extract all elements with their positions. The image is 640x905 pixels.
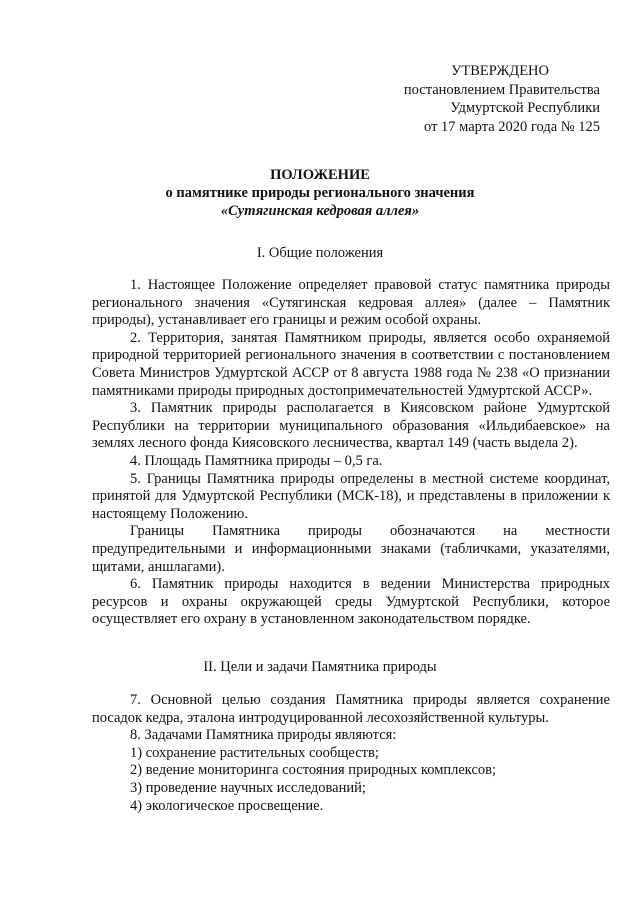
title-line-2: о памятнике природы регионального значения	[165, 185, 475, 201]
paragraph-7: 7. Основной целью создания Памятника природы является сохранение посадок кедра, эталона интродуцированной лесохозяйственной культуры.	[92, 692, 610, 726]
section-2-heading: II. Цели и задачи Памятника природы	[203, 659, 437, 675]
list-item: 4) экологическое просвещение.	[130, 797, 324, 814]
approval-line-3: от 17 марта 2020 года № 125	[424, 118, 600, 135]
title-line-3: «Сутягинская кедровая аллея»	[220, 203, 420, 219]
approval-line-1: постановлением Правительства	[403, 81, 600, 98]
paragraph-2: 2. Территория, занятая Памятником природы, является особо охраняемой природной территорией регионального значения в соответствии с постановлением Совета Министров Удмуртской АССР от 8 августа 1988 года № 238 «О признании памятниками природы природных достопримечательностей Удмуртской АССР».	[92, 329, 610, 399]
approval-heading: УТВЕРЖДЕНО	[451, 63, 549, 79]
approval-line-2: Удмуртской Республики	[450, 100, 600, 116]
section-1-body	[92, 277, 610, 629]
list-item: 3) проведение научных исследований;	[130, 779, 366, 796]
section-2-body	[92, 692, 610, 815]
approval-stamp	[404, 62, 600, 136]
paragraph-1: 1. Настоящее Положение определяет правовой статус памятника природы регионального значения «Сутягинская кедровая аллея» (далее – Памятник природы), устанавливает его границы и режим особой охраны.	[92, 277, 610, 329]
paragraph-3: 3. Памятник природы располагается в Киясовском районе Удмуртской Республики на территории муниципального образования «Ильдибаевское» на землях лесного фонда Киясовского лесничества, квартал 149 (часть выдела 2).	[92, 400, 610, 452]
paragraph-5: 5. Границы Памятника природы определены в местной системе координат, принятой для Удмуртской Республики (МСК-18), и представлены в приложении к настоящему Положению.	[92, 470, 610, 522]
paragraph-4: 4. Площадь Памятника природы – 0,5 га.	[130, 452, 383, 469]
list-item: 2) ведение мониторинга состояния природных комплексов;	[130, 762, 497, 779]
paragraph-6: 6. Памятник природы находится в ведении Министерства природных ресурсов и охраны окружающей среды Удмуртской Республики, которое осуществляет его охрану в установленном законодательством порядке.	[92, 576, 610, 628]
section-1-heading: I. Общие положения	[256, 245, 384, 261]
paragraph-5-continued: Границы Памятника природы обозначаются на местности предупредительными и информационными знаками (табличками, указателями, щитами, аншлагами).	[92, 523, 610, 575]
paragraph-8: 8. Задачами Памятника природы являются:	[130, 727, 397, 744]
list-item: 1) сохранение растительных сообществ;	[130, 744, 379, 761]
document-title	[0, 166, 640, 220]
title-line-1: ПОЛОЖЕНИЕ	[270, 167, 370, 183]
